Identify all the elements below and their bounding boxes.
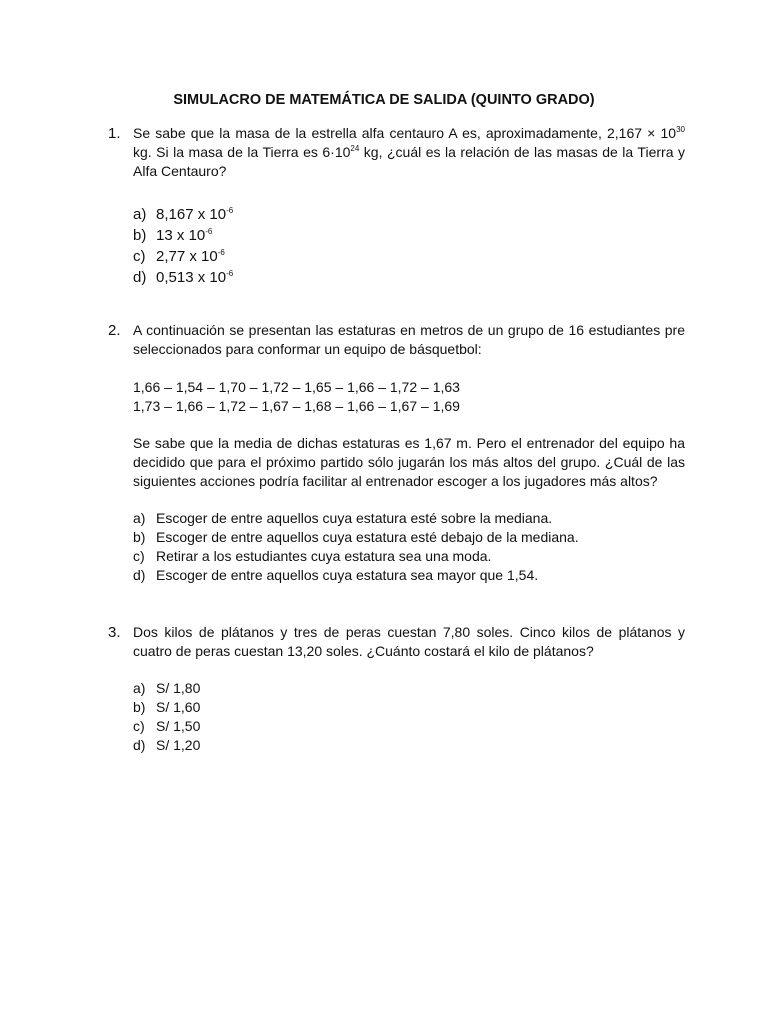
question-text: [133, 124, 685, 181]
option-text: [156, 204, 233, 225]
option-letter: d): [133, 269, 147, 286]
exponent: -6: [226, 269, 234, 278]
option-letter: a): [133, 206, 147, 223]
question-intro: A continuación se presentan las estaturas en metros de un grupo de 16 estudiantes pre seleccionados para conformar un equipo de básquetbol:: [133, 322, 685, 357]
question-text-part: kg, ¿cuál es la relación de las masas de la Tierra y Alfa Centauro?: [133, 144, 685, 179]
option-text: S/ 1,50: [156, 718, 201, 734]
question-body: [133, 623, 685, 755]
option-b: [133, 225, 685, 246]
exponent: -6: [226, 206, 234, 215]
option-a: [133, 204, 685, 225]
option-a: [133, 509, 685, 528]
option-text: [156, 267, 233, 288]
data-line: 1,73 – 1,66 – 1,72 – 1,67 – 1,68 – 1,66 – 1,67 – 1,69: [133, 398, 460, 414]
options-list: [133, 509, 685, 585]
exponent: -6: [205, 227, 213, 236]
option-text: S/ 1,80: [156, 680, 201, 696]
option-c: [133, 547, 685, 566]
exponent: 24: [350, 144, 360, 153]
question-text: Dos kilos de plátanos y tres de peras cuestan 7,80 soles. Cinco kilos de plátanos y cuatro de peras cuestan 13,20 soles. ¿Cuánto costará el kilo de plátanos?: [133, 624, 685, 659]
page-title: SIMULACRO DE MATEMÁTICA DE SALIDA (QUINTO GRADO): [173, 92, 595, 108]
question-body: [133, 321, 685, 585]
option-c: [133, 246, 685, 267]
option-letter: b): [133, 699, 146, 715]
option-base: 2,77 x 10: [156, 248, 218, 265]
option-letter: c): [133, 718, 145, 734]
option-a: [133, 679, 685, 698]
options-list: [133, 204, 685, 288]
question-number: 2.: [108, 322, 121, 339]
option-base: 8,167 x 10: [156, 206, 227, 223]
option-text: S/ 1,20: [156, 737, 201, 753]
option-text: Escoger de entre aquellos cuya estatura esté sobre la mediana.: [156, 510, 553, 526]
option-letter: c): [133, 548, 145, 564]
option-base: 13 x 10: [156, 227, 206, 244]
option-b: [133, 698, 685, 717]
option-d: [133, 566, 685, 585]
option-text: S/ 1,60: [156, 699, 201, 715]
option-letter: a): [133, 680, 146, 696]
option-c: [133, 717, 685, 736]
option-letter: b): [133, 227, 147, 244]
question-text: Se sabe que la media de dichas estaturas es 1,67 m. Pero el entrenador del equipo ha decidido que para el próximo partido sólo jugarán los más altos del grupo. ¿Cuál de las siguientes acciones podría facilitar al entrenador escoger a los jugadores más altos?: [133, 435, 685, 489]
question-text-part: kg. Si la masa de la Tierra es 6·10: [133, 144, 351, 160]
question-body: [133, 124, 685, 288]
option-text: Escoger de entre aquellos cuya estatura sea mayor que 1,54.: [156, 567, 539, 583]
options-list: [133, 679, 685, 755]
option-d: [133, 736, 685, 755]
exponent: 30: [676, 125, 685, 134]
option-text: Retirar a los estudiantes cuya estatura sea una moda.: [156, 548, 492, 564]
option-letter: c): [133, 248, 146, 265]
option-letter: b): [133, 529, 146, 545]
option-d: [133, 267, 685, 288]
question-number: 1.: [108, 125, 121, 142]
option-text: [156, 225, 212, 246]
question-text-part: Se sabe que la masa de la estrella alfa centauro A es, aproximadamente, 2,167 × 10: [133, 125, 677, 141]
option-base: 0,513 x 10: [156, 269, 227, 286]
option-text: [156, 246, 225, 267]
exponent: -6: [217, 248, 225, 257]
option-letter: d): [133, 737, 146, 753]
option-text: Escoger de entre aquellos cuya estatura esté debajo de la mediana.: [156, 529, 579, 545]
option-letter: a): [133, 510, 146, 526]
option-b: [133, 528, 685, 547]
question-number: 3.: [108, 624, 121, 641]
option-letter: d): [133, 567, 146, 583]
data-line: 1,66 – 1,54 – 1,70 – 1,72 – 1,65 – 1,66 – 1,72 – 1,63: [133, 379, 460, 395]
data-block: [133, 378, 685, 416]
